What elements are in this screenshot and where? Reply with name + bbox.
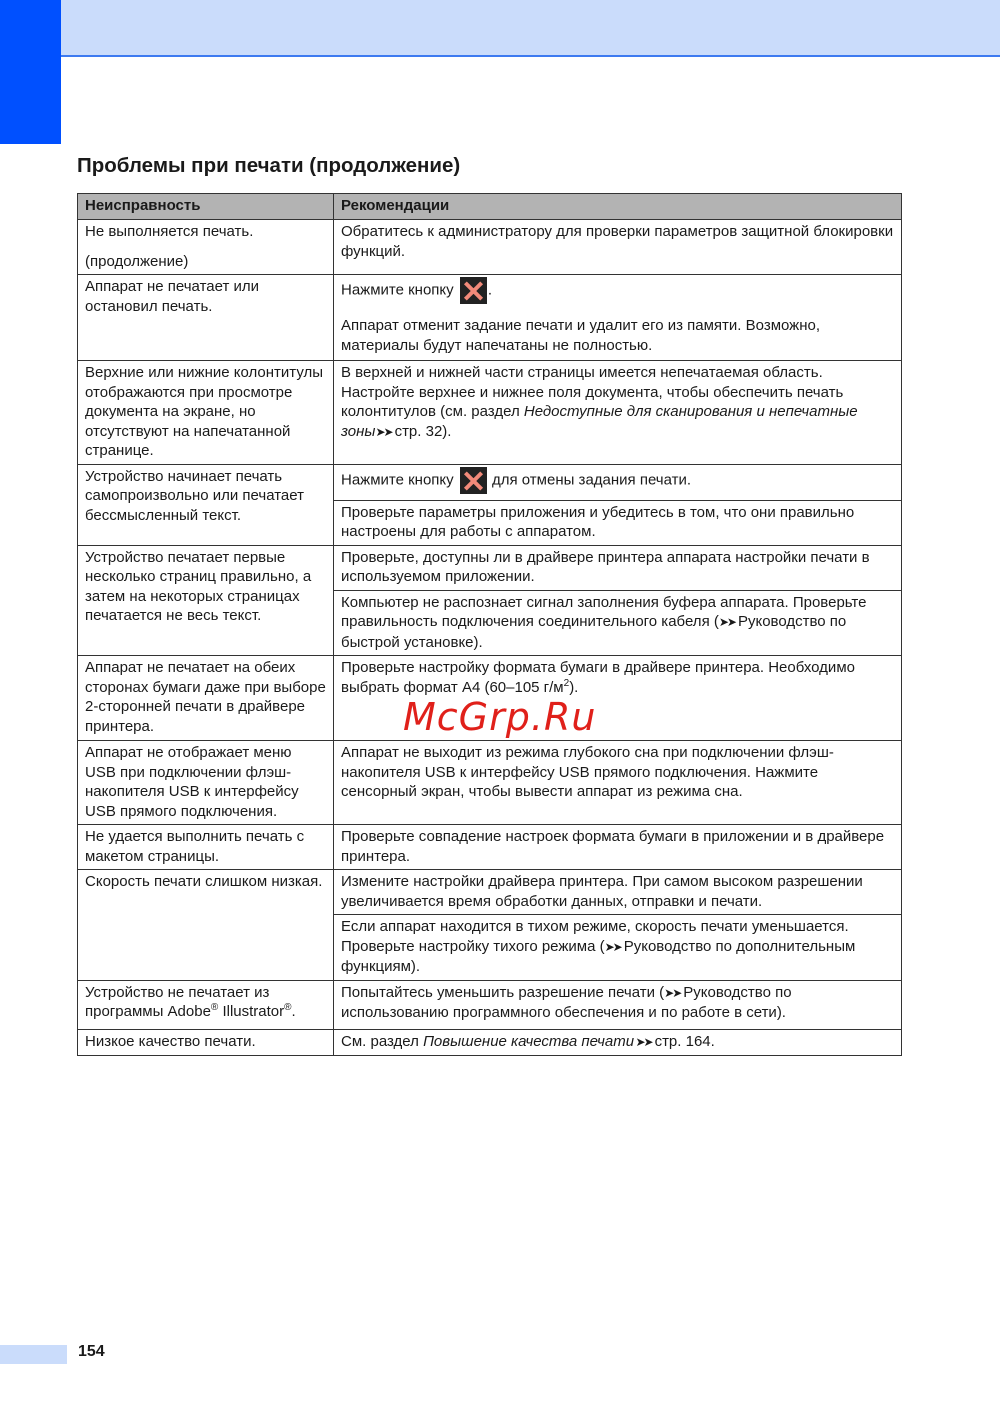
table-row xyxy=(78,1029,902,1056)
problem-cell xyxy=(78,361,334,465)
see-reference-arrow-icon: ➤➤ xyxy=(604,939,621,954)
text-segment: ® xyxy=(284,1002,292,1013)
text-segment: Проверьте настройку формата бумаги в драйвере принтера. Необходимо выбрать формат A4 (60–105 г/м xyxy=(341,659,855,696)
text-segment: 2 xyxy=(563,677,570,689)
text-segment: Нажмите кнопку xyxy=(341,281,458,299)
problem-text xyxy=(85,827,326,866)
text-segment: Низкое качество печати. xyxy=(85,1032,256,1050)
table-row xyxy=(78,656,902,741)
problem-text xyxy=(85,983,326,1022)
see-reference-arrow-icon: ➤➤ xyxy=(664,985,681,1000)
problem-text xyxy=(85,277,326,316)
table-row xyxy=(78,545,902,590)
text-segment: Illustrator xyxy=(218,1003,285,1020)
problem-text xyxy=(85,743,326,821)
text-segment: Руководство по использованию программного обеспечения и по работе в сети). xyxy=(341,983,792,1021)
cancel-button-icon xyxy=(460,467,487,494)
text-segment: Аппарат не выходит из режима глубокого сна при подключении флэш-накопителя USB к интерфейсу USB прямого подключения. Нажмите сенсорный экран, чтобы вывести аппарат из режима сна. xyxy=(341,744,834,800)
text-segment: В верхней и нижней части страницы имеется непечатаемая область. Настройте верхнее и нижнее поля документа, чтобы обеспечить печать колонтитулов (см. раздел xyxy=(341,364,844,420)
paragraph-break xyxy=(341,304,894,316)
text-segment: . xyxy=(291,1003,296,1020)
problem-text xyxy=(85,363,326,461)
text-segment: Устройство начинает печать самопроизвольно или печатает бессмысленный текст. xyxy=(85,467,304,524)
text-segment: Проверьте параметры приложения и убедитесь в том, что они правильно настроены для работы с аппаратом. xyxy=(341,503,855,540)
recommendation-cell xyxy=(334,275,902,361)
text-segment: стр. 32). xyxy=(394,422,452,440)
cancel-button-icon xyxy=(460,277,487,304)
text-segment: Проверьте совпадение настроек формата бумаги в приложении и в драйвере принтера. xyxy=(341,828,885,865)
text-segment: Устройство печатает первые несколько страниц правильно, а затем на некоторых страницах печатается не весь текст. xyxy=(85,548,312,624)
problem-cell xyxy=(78,1029,334,1056)
recommendation-cell xyxy=(334,220,902,275)
text-segment: ® xyxy=(210,1002,219,1013)
text-segment: (продолжение) xyxy=(85,252,189,270)
problem-text xyxy=(85,252,326,272)
problem-text xyxy=(85,467,326,526)
text-segment: Нажмите кнопку xyxy=(341,470,458,488)
text-segment: Аппарат не печатает или остановил печать. xyxy=(85,278,260,315)
table-row xyxy=(78,220,902,275)
text-segment: ). xyxy=(569,678,579,696)
watermark-logo: McGrp.Ru xyxy=(403,695,597,739)
table-row xyxy=(78,464,902,500)
recommendation-cell xyxy=(334,915,902,981)
problem-cell xyxy=(78,741,334,825)
table-header-row xyxy=(78,194,902,220)
text-segment: Обратитесь к администратору для проверки параметров защитной блокировки функций. xyxy=(341,223,894,260)
problem-text xyxy=(85,658,326,736)
text-segment: Скорость печати слишком низкая. xyxy=(85,873,323,890)
recommendation-cell xyxy=(334,1029,902,1056)
problem-text xyxy=(85,222,326,242)
problem-cell xyxy=(78,545,334,656)
table-row xyxy=(78,741,902,825)
table-row xyxy=(78,361,902,465)
text-segment: Попытайтесь уменьшить разрешение печати ( xyxy=(341,983,665,1001)
text-segment: Аппарат не печатает на обеих сторонах бумаги даже при выборе 2-сторонней печати в драйвере принтера. xyxy=(85,659,326,735)
recommendation-cell xyxy=(334,825,902,870)
header-band xyxy=(61,0,1000,57)
reference-link-text: Недоступные для сканирования и непечатные зоны xyxy=(341,403,858,440)
recommendation-cell xyxy=(334,545,902,590)
problem-cell xyxy=(78,275,334,361)
recommendation-cell xyxy=(334,741,902,825)
recommendation-cell xyxy=(334,500,902,545)
chapter-tab xyxy=(0,0,61,144)
problem-cell xyxy=(78,870,334,981)
text-segment: Руководство по дополнительным функциям). xyxy=(341,937,856,975)
table-row xyxy=(78,825,902,870)
see-reference-arrow-icon: ➤➤ xyxy=(634,1034,652,1049)
text-segment: Не удается выполнить печать с макетом страницы. xyxy=(85,828,305,865)
recommendation-cell xyxy=(334,361,902,465)
text-segment: Не выполняется печать. xyxy=(85,223,254,240)
header-problem: Неисправность xyxy=(78,194,334,220)
text-segment: Аппарат не отображает меню USB при подключении флэш-накопителя USB к интерфейсу USB прямого подключения. xyxy=(85,744,299,820)
text-segment: Измените настройки драйвера принтера. При самом высоком разрешении увеличивается время обработки данных, отправки и печати. xyxy=(341,873,863,910)
recommendation-cell xyxy=(334,656,902,741)
problem-text xyxy=(85,548,326,626)
text-segment: для отмены задания печати. xyxy=(487,470,692,488)
problem-cell xyxy=(78,656,334,741)
recommendation-cell xyxy=(334,980,902,1029)
text-segment: Компьютер не распознает сигнал заполнения буфера аппарата. Проверьте правильность подключения соединительного кабеля ( xyxy=(341,593,867,630)
text-segment: Устройство не печатает из программы Adobe xyxy=(85,983,270,1020)
problem-cell xyxy=(78,825,334,870)
page-number-band xyxy=(0,1345,67,1364)
text-segment: Проверьте, доступны ли в драйвере принтера аппарата настройки печати в используемом приложении. xyxy=(341,548,870,585)
text-segment: См. раздел xyxy=(341,1032,424,1050)
text-segment: Аппарат отменит задание печати и удалит его из памяти. Возможно, материалы будут напечатаны не полностью. xyxy=(341,317,821,354)
see-reference-arrow-icon: ➤➤ xyxy=(718,615,735,629)
table-row xyxy=(78,275,902,361)
text-segment: Верхние или нижние колонтитулы отображаются при просмотре документа на экране, но отсутствуют на напечатанной странице. xyxy=(85,364,324,459)
recommendation-cell xyxy=(334,590,902,656)
problem-text xyxy=(85,872,326,892)
see-reference-arrow-icon: ➤➤ xyxy=(375,424,392,439)
text-segment: стр. 164. xyxy=(654,1032,715,1050)
recommendation-cell xyxy=(334,870,902,915)
recommendation-cell xyxy=(334,464,902,500)
section-title: Проблемы при печати (продолжение) xyxy=(77,154,461,177)
problem-cell xyxy=(78,220,334,275)
page-number: 154 xyxy=(78,1343,105,1360)
text-segment: . xyxy=(487,281,492,299)
troubleshooting-table xyxy=(77,193,902,1056)
problem-cell xyxy=(78,464,334,545)
header-recommendations: Рекомендации xyxy=(334,194,902,220)
text-segment: Если аппарат находится в тихом режиме, скорость печати уменьшается. Проверьте настройку тихого режима ( xyxy=(341,918,849,955)
table-row xyxy=(78,870,902,915)
table-row xyxy=(78,980,902,1029)
problem-cell xyxy=(78,980,334,1029)
text-segment: Руководство по быстрой установке). xyxy=(341,613,847,651)
problem-text xyxy=(85,1032,326,1052)
reference-link-text: Повышение качества печати xyxy=(423,1032,635,1050)
